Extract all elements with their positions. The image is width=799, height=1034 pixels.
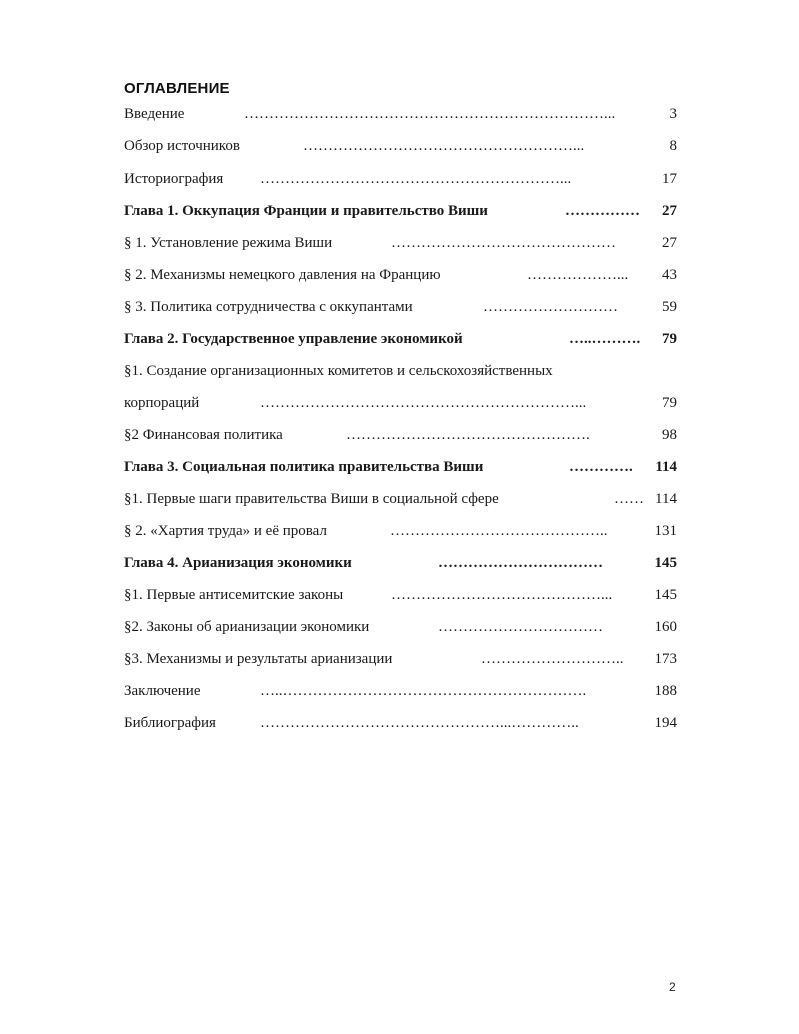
toc-entry-title: Глава 4. Арианизация экономики — [124, 555, 352, 571]
toc-chapter-entry — [124, 456, 677, 478]
toc-entry — [124, 168, 677, 190]
toc-chapter-entry — [124, 552, 677, 574]
toc-entry-page: 59 — [662, 299, 677, 315]
toc-entry-page: 98 — [662, 427, 677, 443]
toc-entry-page: 194 — [654, 715, 677, 731]
toc-entry-page: 27 — [662, 235, 677, 251]
toc-entry — [124, 296, 677, 318]
toc-leader-dots: …………. — [569, 459, 633, 475]
toc-leader-dots: …………………………… — [438, 555, 603, 571]
toc-leader-dots: …………… — [565, 203, 640, 219]
toc-chapter-entry — [124, 200, 677, 222]
toc-entry-page: 17 — [662, 171, 677, 187]
toc-entry-title: корпораций — [124, 395, 200, 411]
toc-entry-title: Заключение — [124, 683, 201, 699]
toc-entry-title: § 2. «Хартия труда» и её провал — [124, 523, 327, 539]
toc-entry-title: §2. Законы об арианизации экономики — [124, 619, 370, 635]
toc-leader-dots: ……………………………………… — [391, 235, 616, 251]
toc-entry — [124, 360, 677, 382]
toc-entry-title: Глава 3. Социальная политика правительства Виши — [124, 459, 484, 475]
toc-entry-title: §2 Финансовая политика — [124, 427, 283, 443]
toc-leader-dots: ………………………………………………... — [303, 138, 585, 154]
toc-entry-title: § 3. Политика сотрудничества с оккупантами — [124, 299, 413, 315]
toc-leader-dots: …………………………… — [438, 619, 603, 635]
toc-leader-dots: …………………………………….. — [390, 523, 608, 539]
toc-leader-dots: …………………………………………. — [346, 427, 590, 443]
toc-entry-page: 8 — [669, 138, 677, 154]
toc-entry-title: § 1. Установление режима Виши — [124, 235, 333, 251]
toc-entry-page: 145 — [654, 555, 677, 571]
toc-leader-dots: …… — [614, 491, 644, 507]
toc-entry-title: Введение — [124, 106, 185, 122]
toc-chapter-entry — [124, 328, 677, 350]
toc-leader-dots: …..………. — [569, 331, 641, 347]
toc-entry — [124, 712, 677, 734]
toc-leader-dots: …………………………………………...………….. — [260, 715, 579, 731]
toc-entry-title: §1. Первые шаги правительства Виши в социальной сфере — [124, 491, 499, 507]
toc-entry-page: 79 — [662, 331, 677, 347]
toc-entry-page: 79 — [662, 395, 677, 411]
toc-entry-title: Обзор источников — [124, 138, 240, 154]
toc-entry-title: §1. Первые антисемитские законы — [124, 587, 344, 603]
toc-leader-dots: ………………………………………………………………... — [244, 106, 616, 122]
toc-entry — [124, 135, 677, 157]
toc-entry-page: 131 — [654, 523, 677, 539]
toc-entry-page: 114 — [655, 459, 677, 475]
toc-entry-title: §1. Создание организационных комитетов и сельскохозяйственных — [124, 363, 553, 379]
toc-entry-title: Глава 1. Оккупация Франции и правительство Виши — [124, 203, 488, 219]
toc-entry-page: 3 — [669, 106, 677, 122]
toc-entry-page: 27 — [662, 203, 677, 219]
toc-entry — [124, 392, 677, 414]
toc-entry-title: Историография — [124, 171, 224, 187]
toc-entry-page: 114 — [655, 491, 677, 507]
toc-heading: ОГЛАВЛЕНИЕ — [124, 80, 230, 97]
toc-leader-dots: ……………………….. — [481, 651, 624, 667]
toc-leader-dots: …..……………………………………………………. — [260, 683, 587, 699]
toc-entry — [124, 264, 677, 286]
toc-leader-dots: ……………………………………………………... — [260, 171, 572, 187]
toc-entry — [124, 616, 677, 638]
toc-entry-title: Глава 2. Государственное управление экономикой — [124, 331, 463, 347]
toc-entry-page: 160 — [654, 619, 677, 635]
toc-entry — [124, 584, 677, 606]
toc-entry — [124, 520, 677, 542]
toc-entry-page: 188 — [654, 683, 677, 699]
toc-entry-title: §3. Механизмы и результаты арианизации — [124, 651, 393, 667]
toc-leader-dots: ……………………………………... — [391, 587, 613, 603]
toc-entry-title: Библиография — [124, 715, 216, 731]
toc-entry — [124, 232, 677, 254]
toc-leader-dots: ……………………… — [483, 299, 618, 315]
toc-entry-page: 173 — [654, 651, 677, 667]
toc-entry — [124, 424, 677, 446]
toc-entry-page: 43 — [662, 267, 677, 283]
toc-entry — [124, 103, 677, 125]
toc-entry-title: § 2. Механизмы немецкого давления на Францию — [124, 267, 441, 283]
toc-leader-dots: ………………………………………………………... — [260, 395, 587, 411]
toc-entry — [124, 488, 677, 510]
toc-entry — [124, 648, 677, 670]
toc-entry — [124, 680, 677, 702]
toc-leader-dots: ………………... — [527, 267, 629, 283]
page-number: 2 — [669, 980, 676, 994]
toc-entry-page: 145 — [654, 587, 677, 603]
